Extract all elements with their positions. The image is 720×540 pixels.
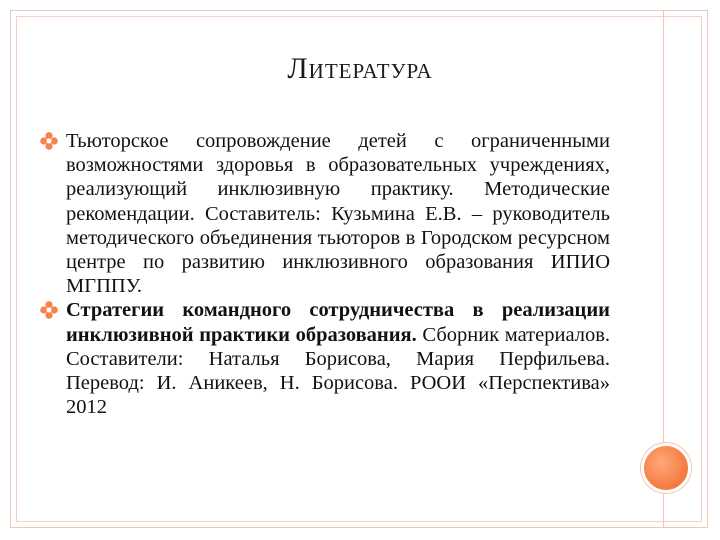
references-list (40, 129, 610, 419)
decorative-circle (641, 443, 691, 493)
reference-item-1 (40, 129, 610, 298)
slide-title: Литература (287, 52, 433, 85)
reference-body-1: Тьюторское сопровождение детей с ограниченными возможностями здоровья в образовательных учреждениях, реализующий инклюзивную практику. Методические рекомендации. Составитель: Кузьмина Е.В. – руководитель методического объединения тьюторов в Городском ресурсном центре по развитию инклюзивного образования ИПИО МГППУ. (66, 130, 610, 298)
flower-bullet-icon (40, 301, 58, 319)
reference-text-2 (66, 298, 610, 419)
reference-text-1 (66, 129, 610, 298)
flower-bullet-icon (40, 132, 58, 150)
reference-body-2: Сборник материалов. Составители: Наталья Борисова, Мария Перфильева. Перевод: И. Аникеев, Н. Борисова. РООИ «Перспектива» 2012 (66, 323, 611, 419)
reference-item-2 (40, 298, 610, 419)
reference-bold-title-2: Стратегии командного сотрудничества в реализации инклюзивной практики образования. (66, 299, 610, 346)
